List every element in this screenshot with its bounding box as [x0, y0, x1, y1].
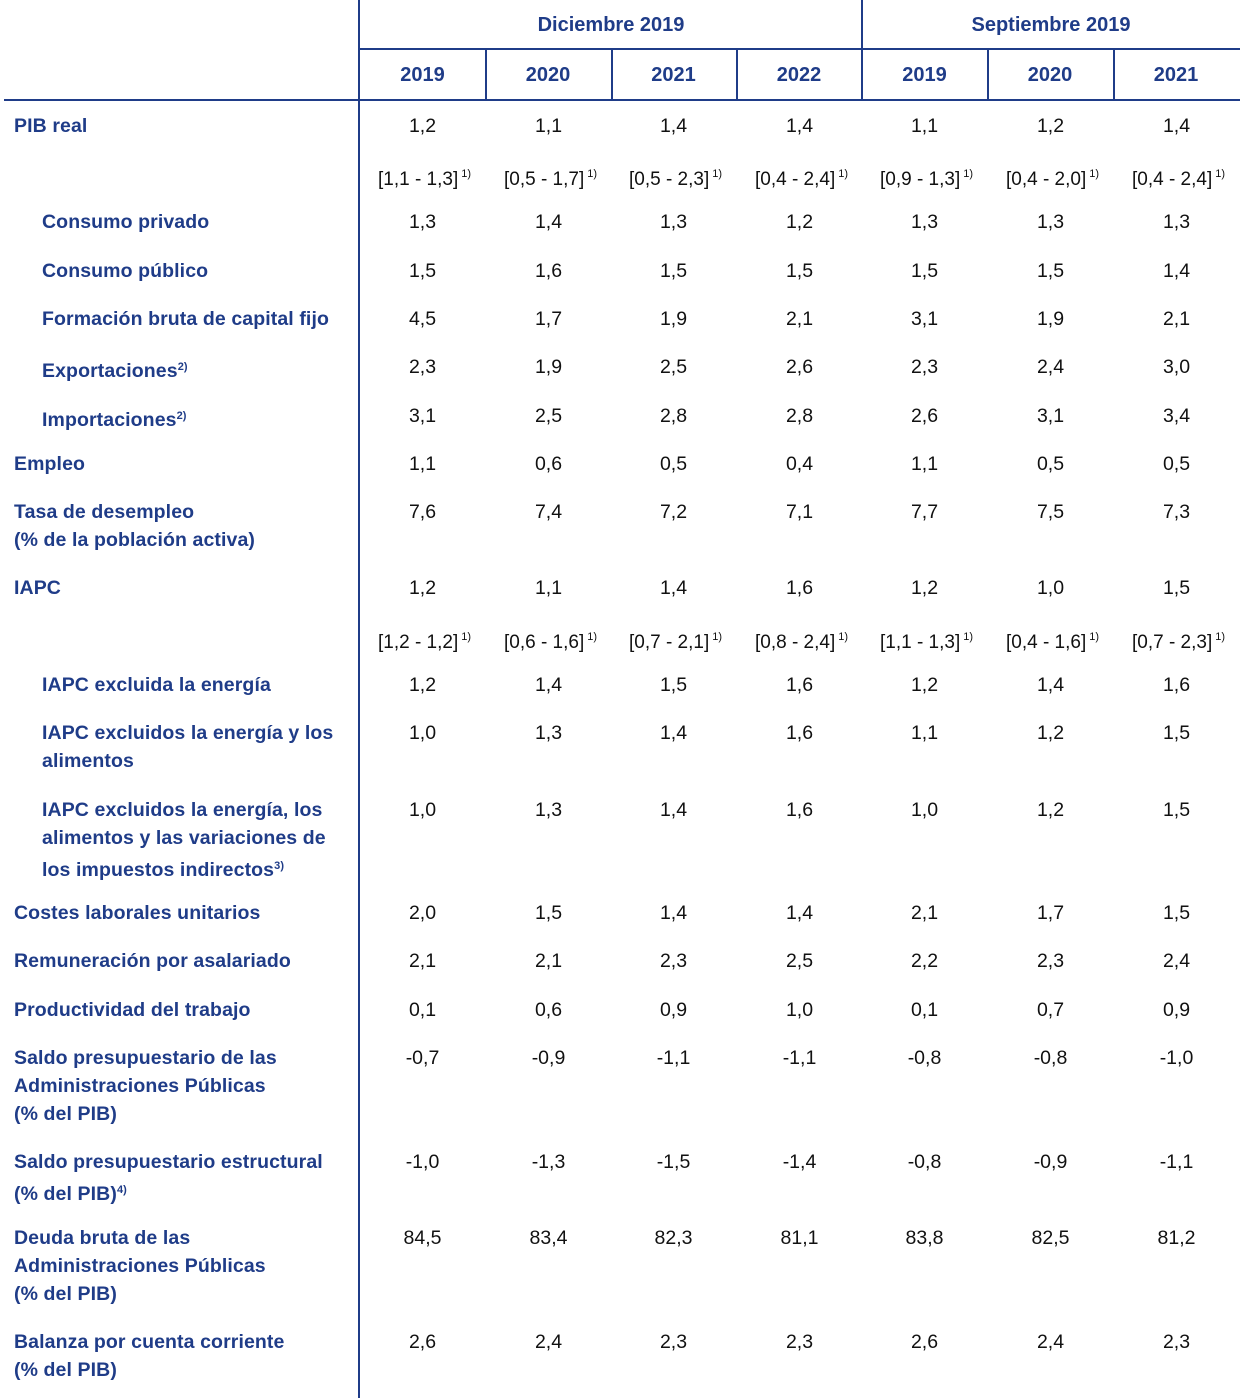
row-label: Importaciones$^{2)}$ [42, 409, 187, 431]
value-cell: 1,0 [1036, 577, 1065, 599]
value-cell: 1,4 [1036, 674, 1065, 696]
value-cell: 1,4 [534, 674, 563, 696]
value-cell: 1,0 [785, 999, 814, 1021]
footnote-marker: 1) [587, 631, 598, 643]
value-cell: 1,6 [534, 260, 563, 282]
value-cell: 1,5 [408, 260, 437, 282]
value-cell: 2,8 [785, 405, 814, 427]
value-cell: -0,8 [907, 1047, 942, 1069]
value-cell: 1,7 [1036, 902, 1065, 924]
value-cell: 1,4 [1162, 260, 1191, 282]
header-rule [358, 48, 1240, 50]
value-cell: 2,3 [408, 356, 437, 378]
value-cell: 7,3 [1162, 501, 1191, 523]
range-cell: [0,7 - 2,1] $^{1)}$ [628, 631, 723, 653]
value-cell: 7,4 [534, 501, 563, 523]
footnote-marker: 4) [116, 1184, 127, 1196]
value-cell: 1,4 [1162, 115, 1191, 137]
value-cell: -0,8 [1033, 1047, 1068, 1069]
range-cell: [0,7 - 2,3] $^{1)}$ [1131, 631, 1226, 653]
value-cell: 0,1 [408, 999, 437, 1021]
value-cell: 81,1 [780, 1227, 819, 1249]
value-cell: 1,2 [1036, 722, 1065, 744]
row-label: Remuneración por asalariado [14, 950, 291, 972]
value-cell: 1,7 [534, 308, 563, 330]
row-label: Balanza por cuenta corriente (% del PIB) [14, 1331, 285, 1381]
value-cell: 0,5 [1036, 453, 1065, 475]
year-header: 2019 [902, 63, 947, 86]
value-cell: -1,1 [782, 1047, 817, 1069]
column-divider [736, 50, 738, 100]
row-label: IAPC excluidos la energía, los alimentos y las variaciones de los impuestos indirectos$^{3)}$ [42, 799, 326, 881]
range-cell: [0,4 - 2,4] $^{1)}$ [1131, 168, 1226, 190]
value-cell: 1,5 [1162, 902, 1191, 924]
footnote-marker: 1) [712, 168, 723, 180]
value-cell: -1,5 [656, 1151, 691, 1173]
footnote-marker: 1) [1089, 631, 1100, 643]
column-divider [611, 50, 613, 100]
value-cell: 7,7 [910, 501, 939, 523]
value-cell: 1,5 [1162, 577, 1191, 599]
column-divider [485, 50, 487, 100]
value-cell: 1,4 [659, 115, 688, 137]
value-cell: 2,6 [910, 405, 939, 427]
value-cell: 1,5 [785, 260, 814, 282]
row-label: Productividad del trabajo [14, 999, 251, 1021]
value-cell: 1,5 [659, 260, 688, 282]
row-label: IAPC excluida la energía [42, 674, 271, 696]
value-cell: -0,9 [531, 1047, 566, 1069]
value-cell: 1,6 [1162, 674, 1191, 696]
value-cell: 1,3 [1036, 211, 1065, 233]
value-cell: 1,1 [534, 115, 563, 137]
value-cell: 1,5 [1162, 722, 1191, 744]
column-divider [861, 0, 863, 100]
footnote-marker: 1) [963, 168, 974, 180]
value-cell: 1,1 [534, 577, 563, 599]
value-cell: 2,1 [910, 902, 939, 924]
value-cell: 1,4 [659, 577, 688, 599]
value-cell: 83,8 [905, 1227, 944, 1249]
value-cell: 1,3 [1162, 211, 1191, 233]
value-cell: 2,1 [408, 950, 437, 972]
range-cell: [0,9 - 1,3] $^{1)}$ [879, 168, 974, 190]
footnote-marker: 2) [176, 410, 187, 422]
footnote-marker: 1) [838, 631, 849, 643]
value-cell: 2,8 [659, 405, 688, 427]
footnote-marker: 3) [274, 860, 285, 872]
value-cell: 2,6 [408, 1331, 437, 1353]
year-header: 2022 [776, 63, 822, 86]
value-cell: 2,3 [910, 356, 939, 378]
range-cell: [1,1 - 1,3] $^{1)}$ [879, 631, 974, 653]
value-cell: 2,5 [534, 405, 563, 427]
value-cell: 1,0 [910, 799, 939, 821]
value-cell: 4,5 [408, 308, 437, 330]
range-cell: [0,6 - 1,6] $^{1)}$ [503, 631, 598, 653]
row-label: IAPC excluidos la energía y los alimentos [42, 722, 334, 772]
value-cell: 1,2 [1036, 115, 1065, 137]
value-cell: 2,6 [910, 1331, 939, 1353]
value-cell: 2,3 [1162, 1331, 1191, 1353]
header-rule [4, 99, 1240, 101]
footnote-marker: 1) [1215, 168, 1226, 180]
column-divider [1113, 50, 1115, 100]
value-cell: 1,3 [534, 799, 563, 821]
value-cell: 2,1 [534, 950, 563, 972]
value-cell: 1,1 [408, 453, 437, 475]
value-cell: 3,1 [1036, 405, 1065, 427]
value-cell: 2,0 [408, 902, 437, 924]
value-cell: 1,9 [659, 308, 688, 330]
value-cell: 1,2 [408, 577, 437, 599]
range-cell: [0,4 - 2,0] $^{1)}$ [1005, 168, 1100, 190]
value-cell: 0,5 [659, 453, 688, 475]
value-cell: 7,5 [1036, 501, 1065, 523]
footnote-marker: 1) [712, 631, 723, 643]
value-cell: 1,9 [1036, 308, 1065, 330]
value-cell: 2,4 [1162, 950, 1191, 972]
value-cell: 1,5 [659, 674, 688, 696]
value-cell: 0,6 [534, 453, 563, 475]
year-header: 2020 [1027, 63, 1073, 86]
value-cell: 1,2 [408, 115, 437, 137]
value-cell: 1,2 [408, 674, 437, 696]
value-cell: 0,6 [534, 999, 563, 1021]
value-cell: 2,3 [785, 1331, 814, 1353]
row-label: Saldo presupuestario estructural (% del PIB)$^{4)}$ [14, 1151, 323, 1205]
value-cell: 3,4 [1162, 405, 1191, 427]
value-cell: 1,3 [910, 211, 939, 233]
value-cell: -0,7 [405, 1047, 440, 1069]
value-cell: 2,4 [1036, 356, 1065, 378]
value-cell: 1,2 [910, 577, 939, 599]
value-cell: 7,1 [785, 501, 814, 523]
row-label: IAPC [14, 577, 61, 599]
value-cell: 1,4 [534, 211, 563, 233]
value-cell: 1,6 [785, 674, 814, 696]
value-cell: 3,0 [1162, 356, 1191, 378]
value-cell: 3,1 [910, 308, 939, 330]
footnote-marker: 1) [1089, 168, 1100, 180]
range-cell: [0,4 - 1,6] $^{1)}$ [1005, 631, 1100, 653]
value-cell: 3,1 [408, 405, 437, 427]
year-header: 2020 [525, 63, 571, 86]
value-cell: 1,1 [910, 453, 939, 475]
footnote-marker: 1) [838, 168, 849, 180]
value-cell: 2,1 [1162, 308, 1191, 330]
row-label: Consumo público [42, 260, 209, 282]
range-cell: [1,2 - 1,2] $^{1)}$ [377, 631, 472, 653]
value-cell: -1,0 [405, 1151, 440, 1173]
value-cell: 0,5 [1162, 453, 1191, 475]
value-cell: 1,2 [910, 674, 939, 696]
value-cell: 7,6 [408, 501, 437, 523]
value-cell: 1,6 [785, 799, 814, 821]
value-cell: 2,4 [1036, 1331, 1065, 1353]
value-cell: 2,3 [659, 1331, 688, 1353]
value-cell: 1,6 [785, 577, 814, 599]
value-cell: 1,5 [910, 260, 939, 282]
footnote-marker: 1) [1215, 631, 1226, 643]
value-cell: 1,0 [408, 799, 437, 821]
value-cell: 0,4 [785, 453, 814, 475]
value-cell: 2,6 [785, 356, 814, 378]
value-cell: 1,3 [659, 211, 688, 233]
value-cell: 0,1 [910, 999, 939, 1021]
value-cell: 2,5 [659, 356, 688, 378]
value-cell: 2,3 [659, 950, 688, 972]
value-cell: 0,7 [1036, 999, 1065, 1021]
footnote-marker: 1) [587, 168, 598, 180]
value-cell: -1,1 [1159, 1151, 1194, 1173]
row-label: Tasa de desempleo (% de la población activa) [14, 501, 255, 551]
footnote-marker: 2) [177, 361, 188, 373]
value-cell: 1,0 [408, 722, 437, 744]
value-cell: 1,5 [1162, 799, 1191, 821]
value-cell: -1,1 [656, 1047, 691, 1069]
column-divider [987, 50, 989, 100]
footnote-marker: 1) [461, 168, 472, 180]
range-cell: [0,8 - 2,4] $^{1)}$ [754, 631, 849, 653]
range-cell: [0,4 - 2,4] $^{1)}$ [754, 168, 849, 190]
value-cell: 1,9 [534, 356, 563, 378]
year-header: 2019 [400, 63, 445, 86]
year-header: 2021 [651, 63, 696, 86]
value-cell: -1,0 [1159, 1047, 1194, 1069]
value-cell: 0,9 [659, 999, 688, 1021]
value-cell: 2,2 [910, 950, 939, 972]
value-cell: 1,4 [659, 799, 688, 821]
row-label: Exportaciones$^{2)}$ [42, 360, 188, 382]
row-label: Deuda bruta de las Administraciones Públicas (% del PIB) [14, 1227, 266, 1305]
group-header-dic-2019: Diciembre 2019 [537, 13, 685, 36]
value-cell: 84,5 [403, 1227, 442, 1249]
value-cell: 1,3 [534, 722, 563, 744]
value-cell: 1,5 [1036, 260, 1065, 282]
value-cell: 1,5 [534, 902, 563, 924]
value-cell: 1,4 [785, 115, 814, 137]
footnote-marker: 1) [963, 631, 974, 643]
row-label: Formación bruta de capital fijo [42, 308, 329, 330]
value-cell: 83,4 [529, 1227, 568, 1249]
value-cell: 2,1 [785, 308, 814, 330]
value-cell: 1,4 [659, 902, 688, 924]
value-cell: -0,9 [1033, 1151, 1068, 1173]
value-cell: 2,4 [534, 1331, 563, 1353]
value-cell: 7,2 [659, 501, 688, 523]
range-cell: [0,5 - 2,3] $^{1)}$ [628, 168, 723, 190]
value-cell: 81,2 [1157, 1227, 1196, 1249]
value-cell: -1,3 [531, 1151, 566, 1173]
value-cell: 1,6 [785, 722, 814, 744]
value-cell: 1,2 [785, 211, 814, 233]
range-cell: [0,5 - 1,7] $^{1)}$ [503, 168, 598, 190]
row-label: PIB real [14, 115, 88, 137]
group-header-sep-2019: Septiembre 2019 [971, 13, 1131, 36]
row-label: Empleo [14, 453, 86, 475]
value-cell: 1,3 [408, 211, 437, 233]
value-cell: 2,3 [1036, 950, 1065, 972]
value-cell: 1,1 [910, 722, 939, 744]
value-cell: 1,2 [1036, 799, 1065, 821]
footnote-marker: 1) [461, 631, 472, 643]
row-label: Costes laborales unitarios [14, 902, 261, 924]
row-label: Saldo presupuestario de las Administraciones Públicas (% del PIB) [14, 1047, 277, 1125]
row-label: Consumo privado [42, 211, 210, 233]
value-cell: 2,5 [785, 950, 814, 972]
range-cell: [1,1 - 1,3] $^{1)}$ [377, 168, 472, 190]
value-cell: 1,1 [910, 115, 939, 137]
value-cell: 1,4 [659, 722, 688, 744]
value-cell: -0,8 [907, 1151, 942, 1173]
value-cell: 1,4 [785, 902, 814, 924]
value-cell: 82,5 [1031, 1227, 1070, 1249]
value-cell: 0,9 [1162, 999, 1191, 1021]
value-cell: -1,4 [782, 1151, 817, 1173]
year-header: 2021 [1153, 63, 1199, 86]
value-cell: 82,3 [654, 1227, 693, 1249]
